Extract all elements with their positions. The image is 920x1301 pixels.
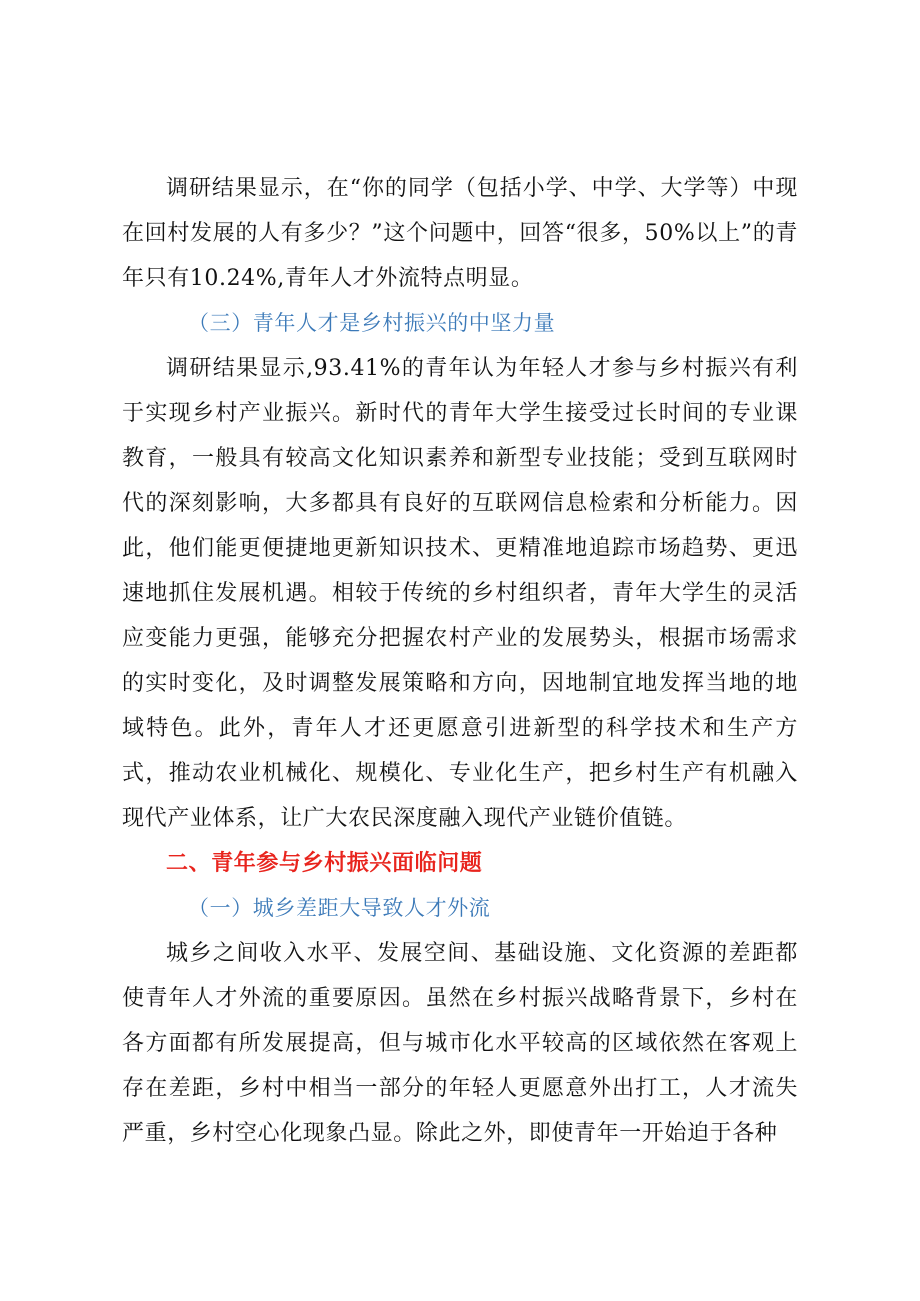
paragraph-youth-advantages: 调研结果显示,93.41%的青年认为年轻人才参与乡村振兴有利于实现乡村产业振兴。新时代的青年大学生接受过长时间的专业课教育，一般具有较高文化知识素养和新型专业技能；受到互联网时代的深刻影响，大多都具有良好的互联网信息检索和分析能力。因此，他们能更便捷地更新知识技术、更精准地追踪市场趋势、更迅速地抓住发展机遇。相较于传统的乡村组织者，青年大学生的灵活应变能力更强，能够充分把握农村产业的发展势头，根据市场需求的实时变化，及时调整发展策略和方向，因地制宜地发挥当地的地域特色。此外，青年人才还更愿意引进新型的科学技术和生产方式，推动农业机械化、规模化、专业化生产，把乡村生产有机融入现代产业体系，让广大农民深度融入现代产业链价值链。 [122,356,798,831]
paragraph-urban-rural-gap: 城乡之间收入水平、发展空间、基础设施、文化资源的差距都使青年人才外流的重要原因。虽然在乡村振兴战略背景下，乡村在各方面都有所发展提高，但与城市化水平较高的区域依然在客观上存在差距，乡村中相当一部分的年轻人更愿意外出打工，人才流失严重，乡村空心化现象凸显。除此之外，即使青年一开始迫于各种 [122,941,798,1146]
subheading-youth-backbone: （三）青年人才是乡村振兴的中坚力量 [188,311,556,335]
subheading-urban-rural-gap: （一）城乡差距大导致人才外流 [188,896,491,920]
document-body [122,166,798,1156]
section-title-problems: 二、青年参与乡村振兴面临问题 [166,851,483,876]
paragraph-survey-outflow: 调研结果显示，在“你的同学（包括小学、中学、大学等）中现在回村发展的人有多少？”这个问题中，回答“很多，50%以上”的青年只有10.24%,青年人才外流特点明显。 [122,176,798,291]
